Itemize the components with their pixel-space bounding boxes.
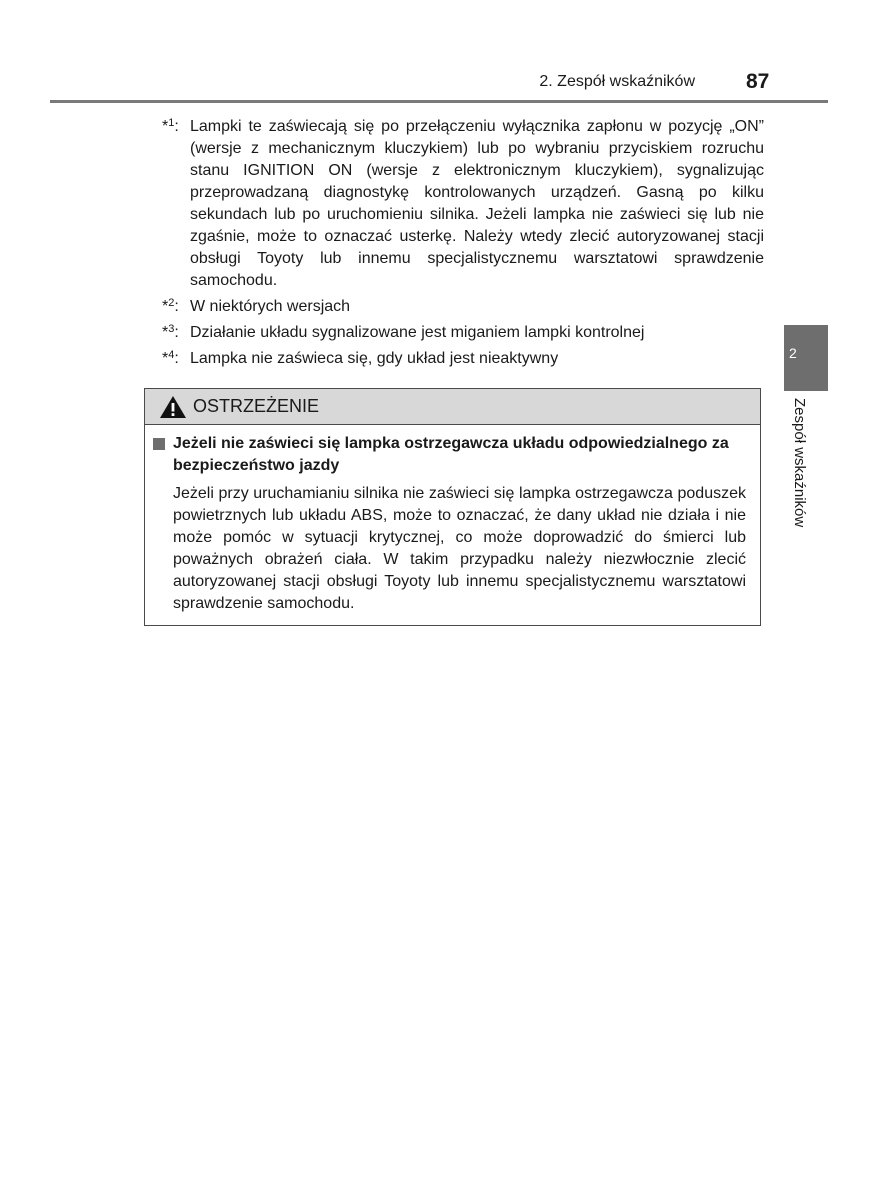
footnote-4 [162,348,764,370]
footnote-text: Lampka nie zaświeca się, gdy układ jest nieaktywny [190,350,559,367]
footnote-marker: *$^3$: [162,323,179,341]
warning-header [145,389,760,425]
warning-paragraph: Jeżeli przy uruchamianiu silnika nie zaświeci się lampka ostrzegawcza poduszek powietrznych lub układu ABS, może to oznaczać, że dany układ nie działa i nie może pomóc w sytuacji krytycznej, co może doprowadzić do śmierci lub poważnych obrażeń ciała. W takim przypadku należy niezwłocznie zlecić autoryzowanej stacji obsługi Toyoty lub innemu specjalistycznemu warsztatowi sprawdzenie samochodu. [173,485,746,612]
warning-box [144,388,761,626]
chapter-side-label [788,398,808,558]
footnote-text: W niektórych wersjach [190,298,351,315]
page-header [0,0,880,104]
footnote-1 [162,116,764,292]
chapter-side-label-text: Zespół wskaźników [791,398,808,528]
page-number: 87 [746,70,770,93]
warning-title: OSTRZEŻENIE [193,396,320,416]
warning-heading-text: Jeżeli nie zaświeci się lampka ostrzegawcza układu odpowiedzialnego za bezpieczeństwo jazdy [173,435,729,474]
footnote-text: Działanie układu sygnalizowane jest miganiem lampki kontrolnej [190,324,645,341]
chapter-number: 2 [789,345,797,361]
footnote-text: Lampki te zaświecają się po przełączeniu wyłącznika zapłonu w pozycję „ON” (wersje z mechanicznym kluczykiem) lub po wybraniu przyciskiem rozruchu stanu IGNITION ON (wersje z elektronicznym kluczykiem), sygnalizując przeprowadzaną diagnostykę kontrolowanych urządzeń. Gasną po kilku sekundach lub po uruchomieniu silnika. Jeżeli lampka nie zaświeci się lub nie zgaśnie, może to oznaczać usterkę. Należy wtedy zlecić autoryzowanej stacji obsługi Toyoty lub innemu specjalistycznemu warsztatowi sprawdzenie samochodu. [190,118,764,289]
square-bullet-icon [153,438,165,450]
footnote-3 [162,322,764,344]
footnote-2 [162,296,764,318]
warning-triangle-icon [159,395,187,419]
header-rule [50,100,828,103]
footnotes-list [162,116,764,374]
warning-body [145,425,760,615]
footnote-marker: *$^2$: [162,297,179,315]
chapter-tab [784,325,828,391]
warning-heading [153,433,746,477]
footnote-marker: *$^4$: [162,349,179,367]
section-title: 2. Zespół wskaźników [539,73,695,90]
footnote-marker: *$^1$: [162,117,179,135]
